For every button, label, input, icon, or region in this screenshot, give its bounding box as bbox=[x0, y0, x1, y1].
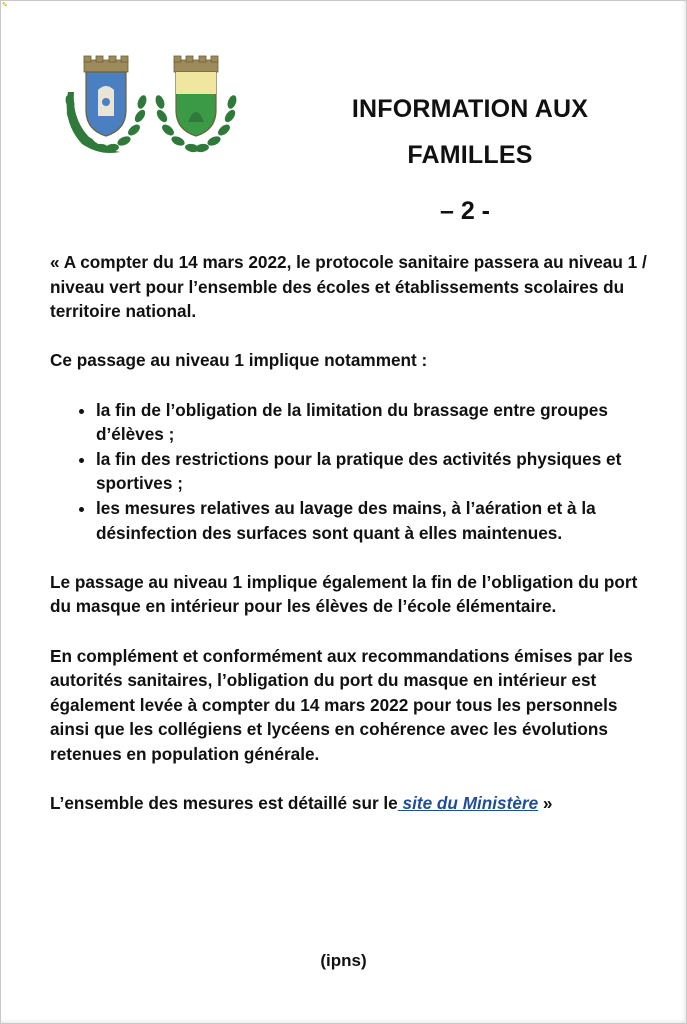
mask-school-paragraph: Le passage au niveau 1 implique également la fin de l’obligation du port du masque en intérieur pour les élèves de l’école élémentaire. bbox=[50, 571, 638, 617]
closing-paragraph bbox=[50, 791, 660, 816]
mask-staff-paragraph: En complément et conformément aux recommandations émises par les autorités sanitaires, l’obligation du port du masque en intérieur est également levée à compter du 14 mars 2022 pour tous les personnels ainsi que les collégiens et lycéens en cohérence avec les évolutions retenues en population générale. bbox=[50, 645, 633, 764]
title-line-2: FAMILLES bbox=[407, 141, 533, 169]
measure-item: • la fin des restrictions pour la pratique des activités physiques et sportives ; bbox=[96, 447, 660, 496]
ministry-site-link[interactable]: site du Ministère bbox=[397, 793, 539, 814]
title-line-1: INFORMATION AUX bbox=[351, 95, 589, 123]
intro-paragraph: « A compter du 14 mars 2022, le protocole sanitaire passera au niveau 1 / niveau vert pour l’ensemble des écoles et établissements scolaires du territoire national. bbox=[50, 252, 647, 322]
crests-svg bbox=[60, 52, 240, 164]
announcement-body bbox=[50, 250, 660, 840]
closing-prefix: L’ensemble des mesures est détaillé sur le bbox=[50, 793, 398, 814]
measure-item: • la fin de l’obligation de la limitation du brassage entre groupes d’élèves ; bbox=[96, 398, 660, 447]
measure-item: • les mesures relatives au lavage des mains, à l’aération et à la désinfection des surfaces sont quant à elles maintenues. bbox=[96, 496, 660, 545]
corner-marker-icon: ✎ bbox=[2, 2, 8, 9]
municipal-crests bbox=[60, 52, 240, 164]
right-shield-icon bbox=[176, 72, 216, 136]
page-number-subtitle: – 2 - bbox=[439, 197, 491, 225]
closing-suffix: » bbox=[538, 793, 553, 814]
right-crown-icon bbox=[174, 56, 218, 72]
lead-paragraph: Ce passage au niveau 1 implique notamment : bbox=[50, 350, 428, 371]
left-shield-icon bbox=[86, 72, 126, 136]
measures-list bbox=[50, 398, 660, 546]
ipns-note: (ipns) bbox=[320, 951, 367, 970]
left-crown-icon bbox=[84, 56, 128, 72]
